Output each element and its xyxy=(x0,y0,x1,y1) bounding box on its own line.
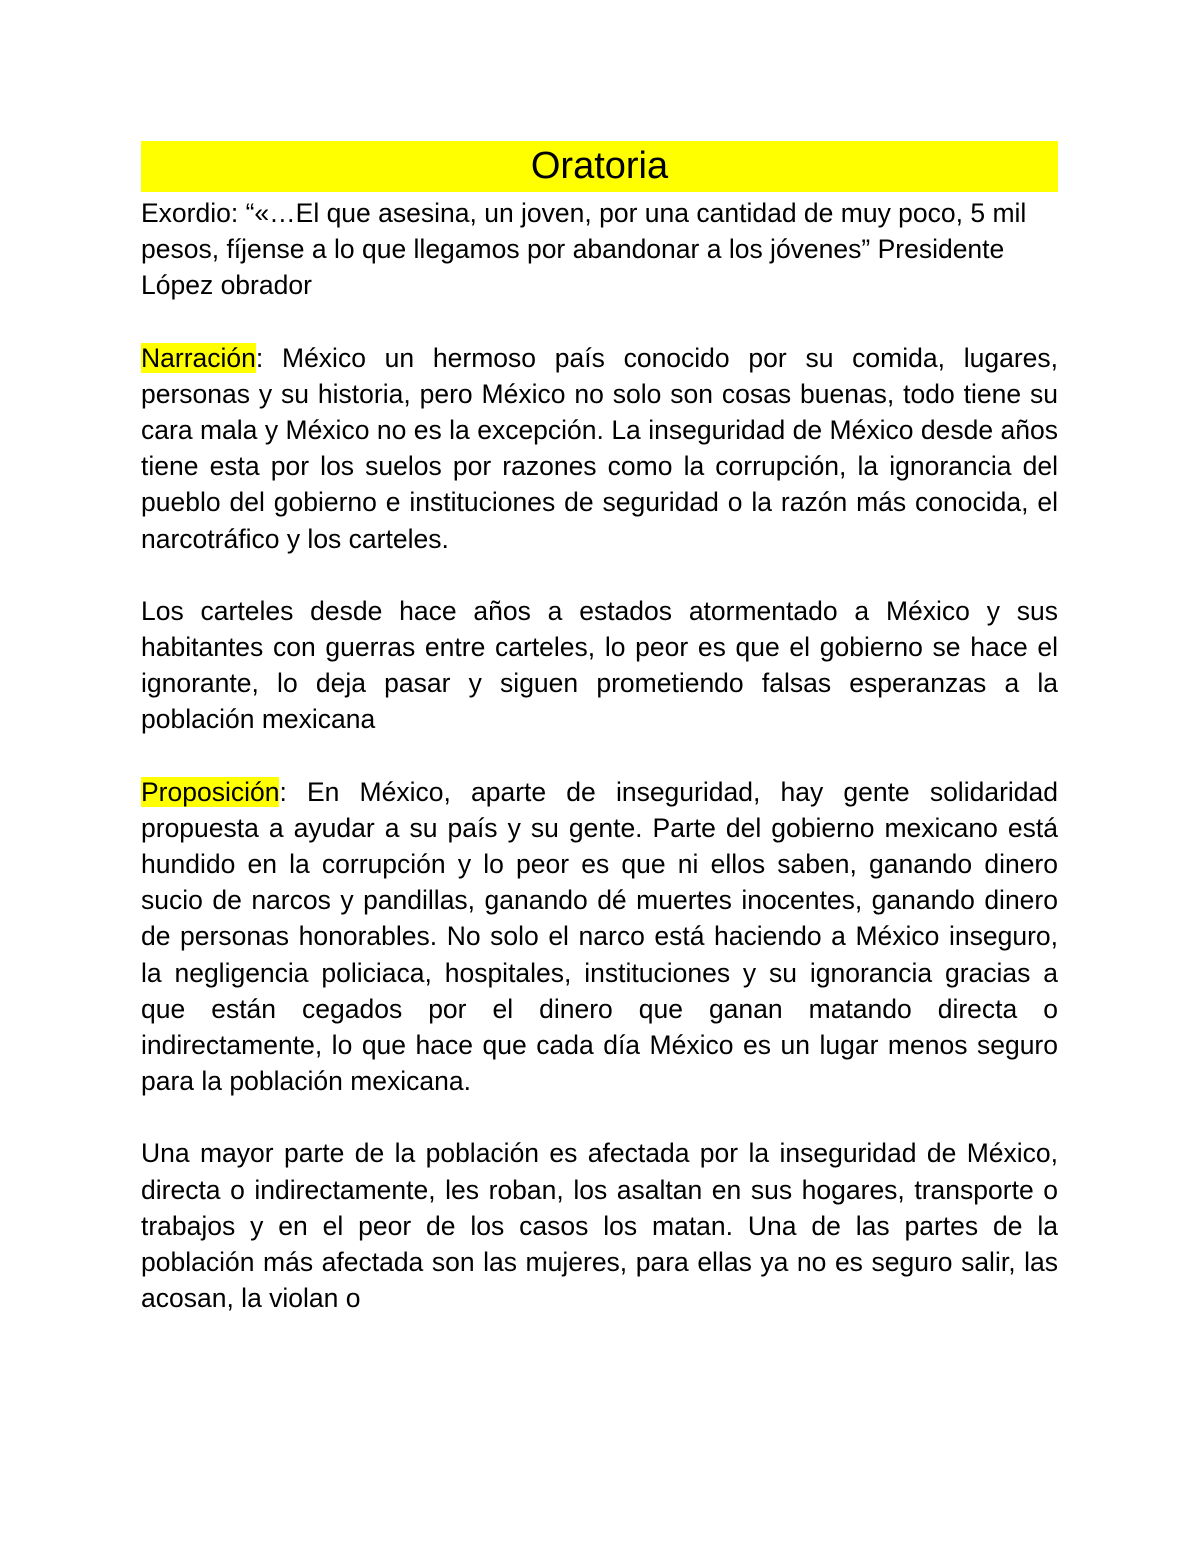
proposicion-text: : En México, aparte de inseguridad, hay gente solidaridad propuesta a ayudar a su país y su gente. Parte del gobierno mexicano está hundido en la corrupción y lo peor es que ni ellos saben, ganando dinero sucio de narcos y pandillas, ganando dé muertes inocentes, ganando dinero de personas honorables. No solo el narco está haciendo a México inseguro, la negligencia policiaca, hospitales, instituciones y su ignorancia gracias a que están cegados por el dinero que ganan matando directa o indirectamente, lo que hace que cada día México es un lugar menos seguro para la población mexicana. xyxy=(141,776,1058,1097)
narracion-label: Narración xyxy=(141,342,256,373)
poblacion-paragraph: Una mayor parte de la población es afectada por la inseguridad de México, directa o indirectamente, les roban, los asaltan en sus hogares, transporte o trabajos y en el peor de los casos los matan. Una de las partes de la población más afectada son las mujeres, para ellas ya no es seguro salir, las acosan, la violan o xyxy=(141,1138,1058,1314)
proposicion-label: Proposición xyxy=(141,776,280,807)
document-title: Oratoria xyxy=(141,141,1058,192)
document-page xyxy=(141,141,1058,1316)
narracion-paragraph xyxy=(141,340,1058,557)
proposicion-paragraph xyxy=(141,774,1058,1100)
exordio-paragraph: Exordio: “«…El que asesina, un joven, por una cantidad de muy poco, 5 mil pesos, fíjense a lo que llegamos por abandonar a los jóvenes” Presidente López obrador xyxy=(141,198,1027,301)
narracion-text: : México un hermoso país conocido por su comida, lugares, personas y su historia, pero México no solo son cosas buenas, todo tiene su cara mala y México no es la excepción. La inseguridad de México desde años tiene esta por los suelos por razones como la corrupción, la ignorancia del pueblo del gobierno e instituciones de seguridad o la razón más conocida, el narcotráfico y los carteles. xyxy=(141,342,1058,554)
carteles-paragraph: Los carteles desde hace años a estados atormentado a México y sus habitantes con guerras entre carteles, lo peor es que el gobierno se hace el ignorante, lo deja pasar y siguen prometiendo falsas esperanzas a la población mexicana xyxy=(141,595,1058,735)
